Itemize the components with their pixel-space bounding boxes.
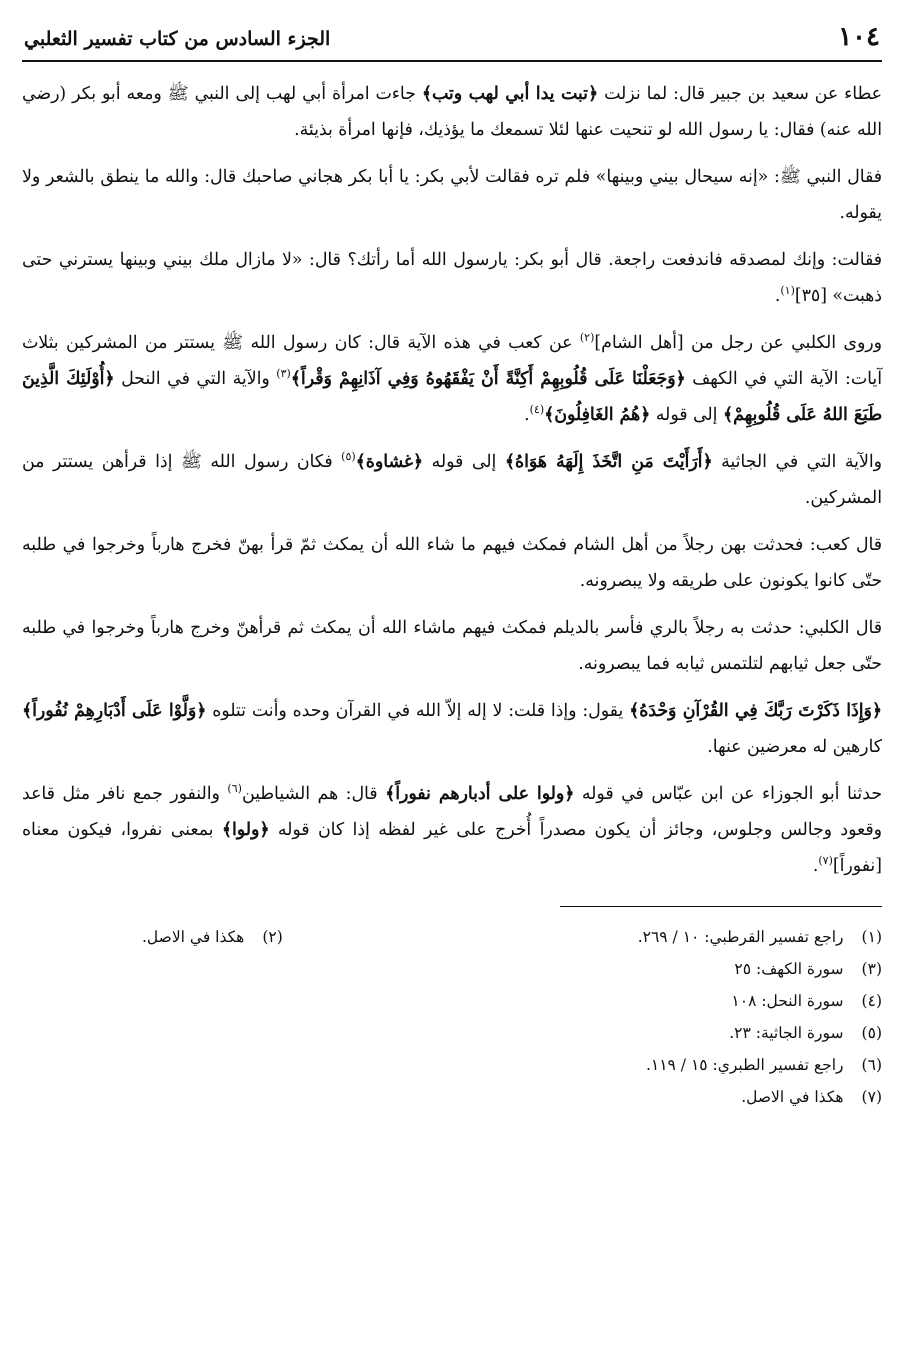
page-number: ١٠٤ xyxy=(838,22,880,52)
quran-verse: ﴿هُمُ الغَافِلُونَ﴾ xyxy=(544,405,651,425)
text-run: . xyxy=(774,286,781,306)
text-run: قال كعب: فحدثت بهن رجلاً من أهل الشام فمكث فيهم ما شاء الله أن يمكث ثمّ قرأ بهنّ فخرج هارباً وخرجوا في طلبه حتّى كانوا يكونون على طريقه ولا يبصرونه. xyxy=(22,535,882,591)
footnote-4: (٤) سورة النحل: ١٠٨ xyxy=(731,992,882,1010)
text-run: قال: هم الشياطين xyxy=(241,784,386,804)
footnote-ref: (٣) xyxy=(276,367,291,381)
document-page xyxy=(22,20,882,1113)
quran-verse: ﴿تبت يدا أبي لهب وتب﴾ xyxy=(421,84,599,104)
footnote-ref: (١) xyxy=(780,284,795,298)
text-run: عن كعب في هذه الآية قال: كان رسول الله ﷺ يستتر من المشركين بثلاث آيات: الآية التي في الكهف xyxy=(22,333,883,389)
text-run: بمعنى نفروا، فيكون معناه [نفوراً] xyxy=(22,820,882,876)
paragraph xyxy=(22,610,882,682)
text-run: فكان رسول الله ﷺ إذا قرأهن يستتر من المشركين. xyxy=(22,452,882,508)
quran-verse: ﴿غشاوة﴾ xyxy=(355,452,424,472)
footnote-7: (٧) هكذا في الاصل. xyxy=(741,1088,882,1106)
quran-verse: ﴿وَجَعَلْنَا عَلَى قُلُوبِهِمْ أَكِنَّةً أَنْ يَفْقَهُوهُ وَفِي آذَانِهِمْ وَقْراً﴾ xyxy=(290,369,686,389)
text-run: والنفور جمع نافر مثل قاعد وقعود وجالس وجلوس، وجائز أن يكون مصدراً أُخرج على غير لفظه إذا كان قوله xyxy=(22,784,882,840)
paragraph xyxy=(22,444,882,516)
text-run: جاءت امرأة أبي لهب إلى النبي ﷺ ومعه أبو بكر (رضي الله عنه) فقال: يا رسول الله لو تنحيت عنها لئلا تسمعك ما يؤذيك، فإنها امرأة بذيئة. xyxy=(22,84,882,140)
text-run: وروى الكلبي عن رجل من [أهل الشام] xyxy=(594,333,882,353)
quran-verse: ﴿أَرَأَيْتَ مَنِ اتَّخَذَ إِلَهَهُ هَوَاهُ﴾ xyxy=(504,452,713,472)
text-run: إلى قوله xyxy=(650,405,723,425)
page-header xyxy=(22,20,882,62)
footnote-ref: (٦) xyxy=(227,782,242,796)
footnote-6: (٦) راجع تفسير الطبري: ١٥ / ١١٩. xyxy=(645,1056,882,1074)
footnote-row xyxy=(22,1049,882,1081)
main-text xyxy=(22,62,882,884)
text-run: . xyxy=(812,856,819,876)
footnote-row xyxy=(22,985,882,1017)
footnote-2: (٢) هكذا في الاصل. xyxy=(142,928,283,946)
footnote-row xyxy=(22,953,882,985)
quran-verse: ﴿وَلَّوْا عَلَى أَدْبَارِهِمْ نُفُوراً﴾ xyxy=(22,701,207,721)
footnote-ref: (٧) xyxy=(818,854,833,868)
text-run: كارهين له معرضين عنها. xyxy=(707,737,882,757)
footnote-ref: (٢) xyxy=(579,331,595,345)
running-title: الجزء السادس من كتاب تفسير الثعلبي xyxy=(24,28,331,50)
footnote-ref: (٤) xyxy=(529,403,545,417)
text-run: والآية التي في النحل xyxy=(114,369,277,389)
footnote-divider xyxy=(560,906,882,907)
footnote-1: (١) راجع تفسير القرطبي: ١٠ / ٢٦٩. xyxy=(637,928,882,946)
text-run: والآية التي في الجاثية xyxy=(712,452,882,472)
footnote-row xyxy=(22,1017,882,1049)
paragraph xyxy=(22,242,882,314)
footnote-row xyxy=(22,1081,882,1113)
text-run: فقال النبي ﷺ: «إنه سيحال بيني وبينها» فلم تره فقالت لأبي بكر: يا أبا بكر هجاني صاحبك قال: والله ما ينطق بالشعر ولا يقوله. xyxy=(22,167,882,223)
paragraph xyxy=(22,76,882,148)
quran-verse: ﴿ولوا﴾ xyxy=(221,820,270,840)
footnote-5: (٥) سورة الجاثية: ٢٣. xyxy=(729,1024,882,1042)
footnote-3: (٣) سورة الكهف: ٢٥ xyxy=(734,960,882,978)
quran-verse: ﴿وَإِذَا ذَكَرْتَ رَبَّكَ فِي القُرْآنِ وَحْدَهُ﴾ xyxy=(629,701,883,721)
quran-verse: ﴿ولوا على أدبارهم نفوراً﴾ xyxy=(385,784,575,804)
paragraph xyxy=(22,527,882,599)
text-run: . xyxy=(524,405,530,425)
text-run: قال الكلبي: حدثت به رجلاً بالري فأسر بالديلم فمكث فيهم ماشاء الله أن يمكث ثم قرأهنّ وخرج هارباً وخرجوا في طلبه حتّى جعل ثيابهم لتلتمس ثيابه فما يبصرونه. xyxy=(22,618,882,674)
text-run: يقول: وإذا قلت: لا إله إلاّ الله في القرآن وحده وأنت تتلوه xyxy=(206,701,630,721)
text-run: فقالت: وإنك لمصدقه فاندفعت راجعة. قال أبو بكر: يارسول الله أما رأتك؟ قال: «لا مازال ملك بيني وبينها يسترني حتى ذهبت» [٣٥] xyxy=(22,250,882,306)
paragraph xyxy=(22,693,882,765)
text-run: عطاء عن سعيد بن جبير قال: لما نزلت xyxy=(598,84,882,104)
footnotes xyxy=(22,921,882,1113)
paragraph xyxy=(22,776,882,884)
paragraph xyxy=(22,159,882,231)
text-run: إلى قوله xyxy=(423,452,505,472)
text-run: حدثنا أبو الجوزاء عن ابن عبّاس في قوله xyxy=(574,784,883,804)
paragraph xyxy=(22,325,882,433)
footnote-ref: (٥) xyxy=(341,450,356,464)
footnote-row xyxy=(22,921,882,953)
quran-verse: ﴿أُوْلَئِكَ الَّذِينَ طَبَعَ اللهُ عَلَى قُلُوبِهِمْ﴾ xyxy=(22,369,882,425)
